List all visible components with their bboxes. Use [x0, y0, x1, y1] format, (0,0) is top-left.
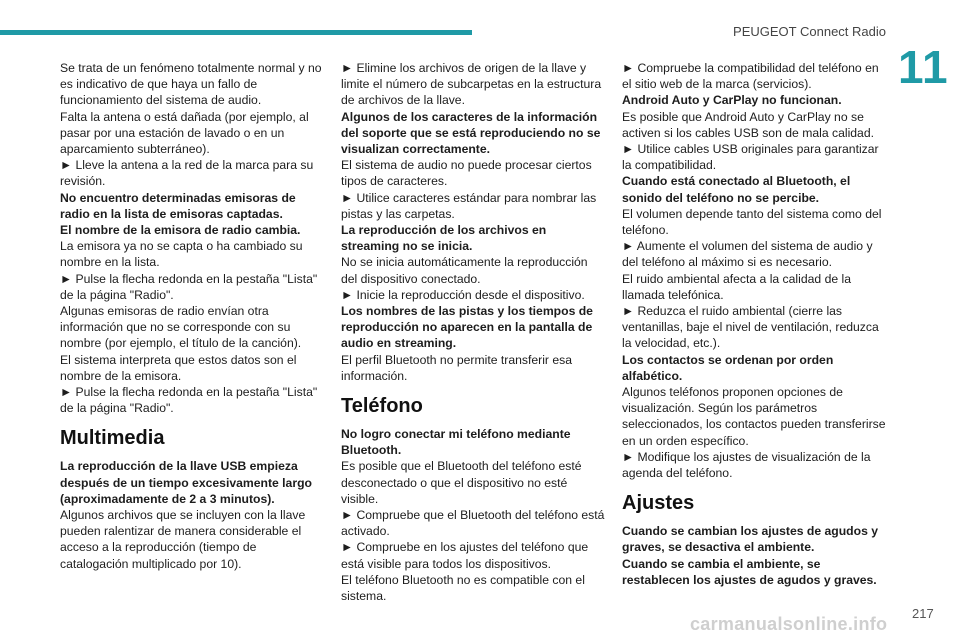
paragraph: El teléfono Bluetooth no es compatible con el sistema.	[341, 572, 585, 604]
paragraph: La emisora ya no se capta o ha cambiado su nombre en la lista.	[60, 239, 303, 270]
instruction: ► Utilice cables USB originales para garantizar la compatibilidad.	[622, 142, 879, 173]
page-number: 217	[912, 606, 934, 621]
instruction: ► Inicie la reproducción desde el dispositivo.	[341, 287, 585, 302]
instruction: ► Compruebe en los ajustes del teléfono que está visible para todos los dispositivos.	[341, 540, 589, 571]
paragraph: El perfil Bluetooth no permite transferir esa información.	[341, 352, 572, 383]
section-heading-multimedia: Multimedia	[60, 427, 165, 450]
instruction: ► Reduzca el ruido ambiental (cierre las ventanillas, baje el nivel de ventilación, reduzca la velocidad, etc.).	[622, 304, 879, 351]
watermark-text: carmanualsonline.info	[690, 614, 888, 634]
question: La reproducción de los archivos en streaming no se inicia.	[341, 223, 547, 254]
paragraph: Algunas emisoras de radio envían otra información que no se corresponde con su nombre (por ejemplo, el título de la canción).	[60, 304, 302, 351]
instruction: ► Compruebe la compatibilidad del teléfono en el sitio web de la marca (servicios).	[622, 61, 879, 92]
question: Android Auto y CarPlay no funcionan.	[622, 93, 842, 108]
header-accent-bar	[0, 30, 472, 35]
instruction: ► Elimine los archivos de origen de la llave y limite el número de subcarpetas en la estructura de archivos de la llave.	[341, 61, 602, 108]
question: Cuando está conectado al Bluetooth, el sonido del teléfono no se percibe.	[622, 174, 851, 205]
paragraph: El sistema interpreta que estos datos son el nombre de la emisora.	[60, 352, 297, 383]
question: Cuando se cambian los ajustes de agudos y graves, se desactiva el ambiente.	[622, 524, 879, 555]
paragraph: Algunos archivos que se incluyen con la llave pueden ralentizar de manera considerable el acceso a la reproducción (tiempo de catalogación multiplicado por 10).	[60, 508, 306, 571]
instruction: ► Utilice caracteres estándar para nombrar las pistas y las carpetas.	[341, 190, 597, 221]
paragraph: El ruido ambiental afecta a la calidad de la llamada telefónica.	[622, 271, 851, 302]
column-1	[60, 60, 325, 572]
paragraph: El sistema de audio no puede procesar ciertos tipos de caracteres.	[341, 158, 592, 189]
question: No encuentro determinadas emisoras de radio en la lista de emisoras captadas.	[60, 190, 296, 221]
instruction: ► Pulse la flecha redonda en la pestaña "Lista" de la página "Radio".	[60, 271, 318, 302]
paragraph: Es posible que Android Auto y CarPlay no se activen si los cables USB son de mala calidad.	[622, 109, 875, 140]
question: Los nombres de las pistas y los tiempos de reproducción no aparecen en la pantalla de audio en streaming.	[341, 304, 593, 351]
question: No logro conectar mi teléfono mediante Bluetooth.	[341, 427, 571, 458]
instruction: ► Pulse la flecha redonda en la pestaña "Lista" de la página "Radio".	[60, 385, 318, 416]
paragraph: Algunos teléfonos proponen opciones de visualización. Según los parámetros seleccionados, los contactos pueden transferirse en un orden específico.	[622, 385, 886, 448]
paragraph: Se trata de un fenómeno totalmente normal y no es indicativo de que haya un fallo de funcionamiento del sistema de audio.	[60, 61, 322, 108]
instruction: ► Aumente el volumen del sistema de audio y del teléfono al máximo si es necesario.	[622, 239, 873, 270]
instruction: ► Compruebe que el Bluetooth del teléfono está activado.	[341, 508, 605, 539]
column-2	[341, 60, 606, 604]
question: Cuando se cambia el ambiente, se restablecen los ajustes de agudos y graves.	[622, 556, 877, 587]
column-3	[622, 60, 887, 588]
question: El nombre de la emisora de radio cambia.	[60, 223, 301, 238]
section-heading-telefono: Teléfono	[341, 395, 423, 418]
instruction: ► Modifique los ajustes de visualización de la agenda del teléfono.	[622, 449, 871, 481]
header-title: PEUGEOT Connect Radio	[733, 24, 886, 39]
question: La reproducción de la llave USB empieza después de un tiempo excesivamente largo (aproximadamente de 2 a 3 minutos).	[60, 459, 312, 506]
question: Los contactos se ordenan por orden alfabético.	[622, 352, 834, 383]
question: Algunos de los caracteres de la información del soporte que se está reproduciendo no se visualizan correctamente.	[341, 109, 601, 157]
paragraph: Falta la antena o está dañada (por ejemplo, al pasar por una estación de lavado o en un aparcamiento subterráneo).	[60, 109, 309, 157]
paragraph: Es posible que el Bluetooth del teléfono esté desconectado o que el dispositivo no esté visible.	[341, 459, 582, 506]
chapter-number: 11	[898, 41, 949, 93]
paragraph: No se inicia automáticamente la reproducción del dispositivo conectado.	[341, 255, 588, 286]
section-heading-ajustes: Ajustes	[622, 492, 695, 515]
instruction: ► Lleve la antena a la red de la marca para su revisión.	[60, 158, 314, 189]
paragraph: El volumen depende tanto del sistema como del teléfono.	[622, 206, 882, 238]
